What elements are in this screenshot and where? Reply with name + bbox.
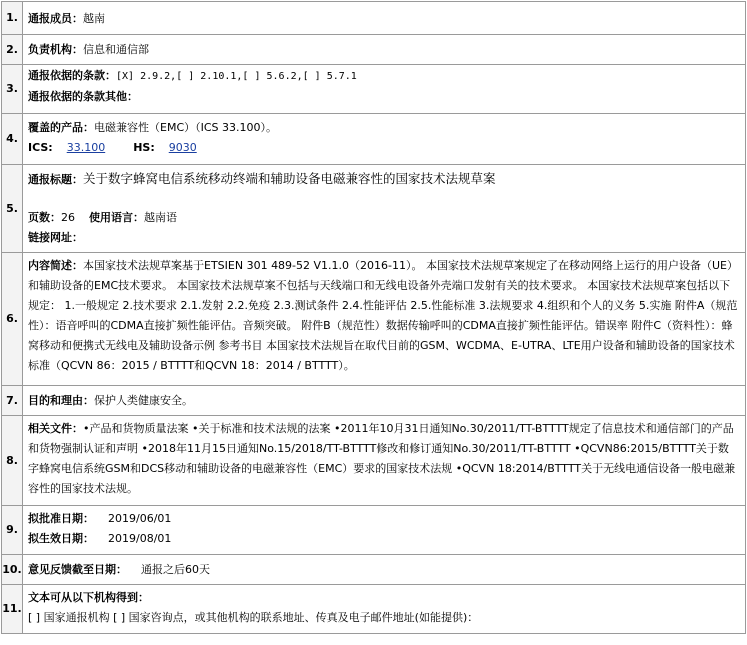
description-value: 本国家技术法规草案基于ETSIEN 301 489-52 V1.1.0（2016-11）。 本国家技术法规草案规定了在移动网络上运行的用户设备（UE）和辅助设备的EMC技术要求。 本国家技术法规草案不包括与天线端口和无线电设备外壳端口发射有关的技术要求。 本国家技术法规草案包括以下规定： 1.一般规定 2.技术要求 2.1.发射 2.2.免疫 2.3.测试条件 2.4.性能评估 2.5.性能标准 3.法规要求 4.组织和个人的义务 5.实施 附件A（规范性）：语音呼叫的CDMA直接扩频性能评估。音频突破。 附件B（规范性）数据传输呼叫的CDMA直接扩频性能评估。错误率 附件C（资料性）：蜂窝移动和便携式无线电及辅助设备示例 参考书目 本国家技术法规旨在取代目前的GSM、WCDMA、E-UTRA、LTE用户设备和辅助设备的国家技术标准（QCVN 86：2015 / BTTTT和QCVN 18：2014 / BTTTT）。: [28, 259, 738, 372]
description-label: 内容简述：: [28, 259, 83, 272]
title-cell: [23, 165, 746, 253]
member-label: 通报成员：: [28, 11, 83, 25]
agency-cell: [23, 35, 746, 65]
text-source-cell: [23, 585, 746, 634]
row-title: [2, 165, 746, 253]
link-label: 链接网址：: [28, 231, 83, 244]
products-cell: [23, 114, 746, 165]
row-number: 10.: [2, 555, 23, 585]
row-number: 9.: [2, 506, 23, 555]
agency-value: 信息和通信部: [83, 43, 149, 56]
articles-value: [X] 2.9.2,[ ] 2.10.1,[ ] 5.6.2,[ ] 5.7.1: [116, 71, 357, 82]
related-docs-cell: [23, 416, 746, 506]
row-deadline: [2, 555, 746, 585]
products-value: 电磁兼容性（EMC）（ICS 33.100）。: [94, 121, 278, 134]
member-value: 越南: [83, 11, 105, 25]
purpose-cell: [23, 386, 746, 416]
text-source-value: [ ] 国家通报机构 [ ] 国家咨询点，或其他机构的联系地址、传真及电子邮件地址(如能提供)：: [28, 611, 479, 624]
deadline-value: 通报之后60天: [141, 563, 210, 576]
ics-label: ICS:: [28, 141, 53, 154]
row-dates: [2, 506, 746, 555]
purpose-value: 保护人类健康安全。: [94, 394, 193, 407]
related-docs-label: 相关文件：: [28, 422, 83, 435]
title-label: 通报标题：: [28, 173, 83, 186]
member-cell: [23, 2, 746, 35]
pages-label: 页数：: [28, 211, 61, 224]
row-number: 8.: [2, 416, 23, 506]
agency-label: 负责机构：: [28, 43, 83, 56]
row-number: 3.: [2, 65, 23, 114]
title-value: 关于数字蜂窝电信系统移动终端和辅助设备电磁兼容性的国家技术法规草案: [83, 171, 496, 186]
row-number: 6.: [2, 253, 23, 386]
effective-date-label: 拟生效日期：: [28, 532, 94, 545]
dates-cell: [23, 506, 746, 555]
language-value: 越南语: [144, 211, 177, 224]
products-label: 覆盖的产品：: [28, 121, 94, 134]
language-label: 使用语言：: [89, 211, 144, 224]
articles-label: 通报依据的条款：: [28, 69, 116, 82]
deadline-cell: [23, 555, 746, 585]
row-related-docs: [2, 416, 746, 506]
ics-link[interactable]: 33.100: [66, 141, 106, 154]
approval-date-value: 2019/06/01: [108, 512, 172, 525]
row-number: 4.: [2, 114, 23, 165]
pages-value: 26: [61, 211, 75, 224]
row-purpose: [2, 386, 746, 416]
row-number: 11.: [2, 585, 23, 634]
row-articles: [2, 65, 746, 114]
deadline-label: 意见反馈截至日期：: [28, 563, 127, 576]
row-number: 7.: [2, 386, 23, 416]
text-source-label: 文本可从以下机构得到：: [28, 591, 149, 604]
description-cell: [23, 253, 746, 386]
row-number: 2.: [2, 35, 23, 65]
row-number: 1.: [2, 2, 23, 35]
articles-other-label: 通报依据的条款其他：: [28, 90, 138, 103]
row-text-source: [2, 585, 746, 634]
row-agency: [2, 35, 746, 65]
notification-table: [1, 1, 746, 634]
row-number: 5.: [2, 165, 23, 253]
row-description: [2, 253, 746, 386]
effective-date-value: 2019/08/01: [108, 532, 172, 545]
hs-link[interactable]: 9030: [168, 141, 197, 154]
row-member: [2, 2, 746, 35]
related-docs-value: •产品和货物质量法案 •关于标准和技术法规的法案 •2011年10月31日通知No.30/2011/TT-BTTTT规定了信息技术和通信部门的产品和货物强制认证和声明 •2018年11月15日通知No.15/2018/TT-BTTTT修改和修订通知No.30/2011/TT-BTTTT •QCVN86:2015/BTTTT关于数字蜂窝电信系统GSM和DCS移动和辅助设备的电磁兼容性（EMC）要求的国家技术法规 •QCVN 18:2014/BTTTT关于无线电通信设备一般电磁兼容性的国家技术法规。: [28, 422, 736, 495]
row-products: [2, 114, 746, 165]
approval-date-label: 拟批准日期：: [28, 512, 94, 525]
purpose-label: 目的和理由：: [28, 394, 94, 407]
hs-label: HS:: [133, 141, 155, 154]
articles-cell: [23, 65, 746, 114]
